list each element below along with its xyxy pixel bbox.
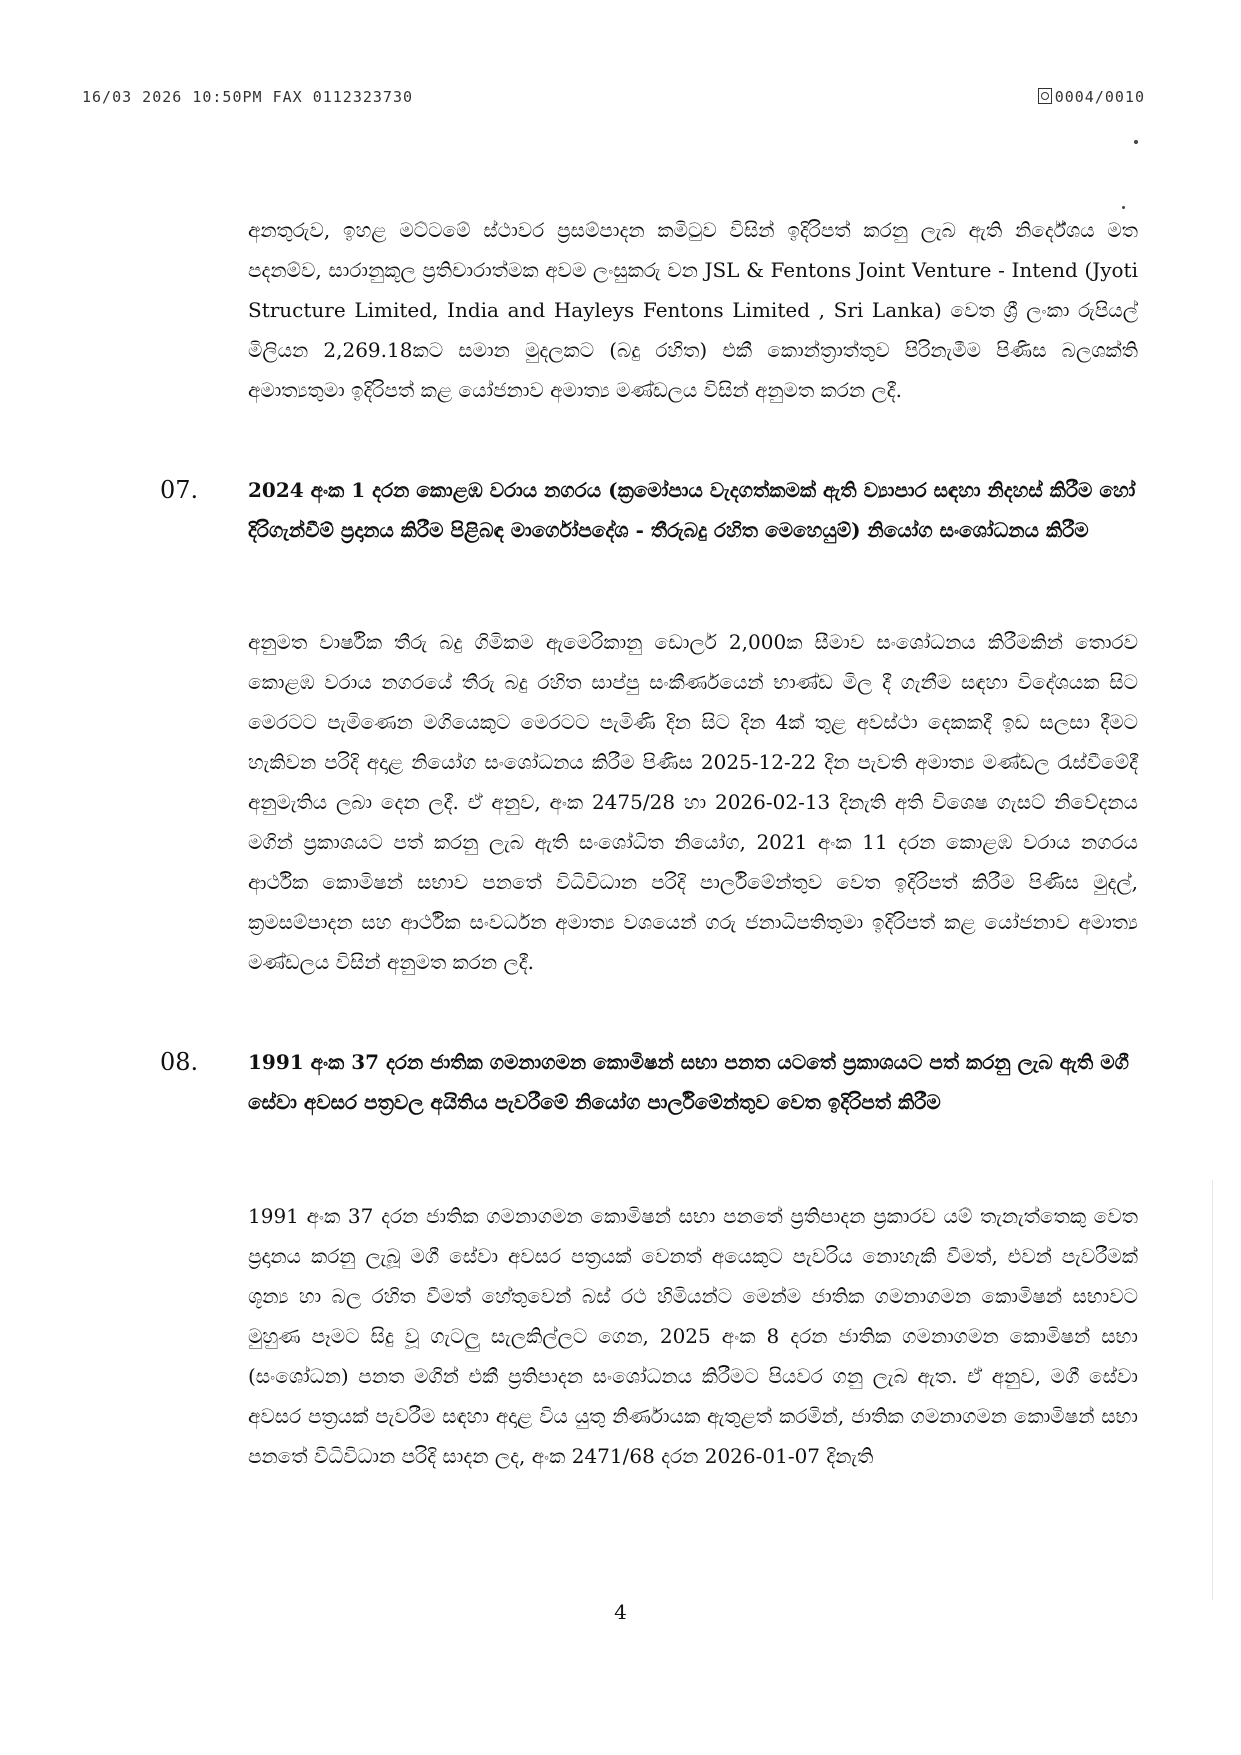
fax-header-left: 16/03 2026 10:50PM FAX 0112323730: [82, 88, 414, 106]
scan-edge-line: [1212, 1180, 1213, 1600]
scan-speck: [1122, 206, 1125, 209]
intro-paragraph-block: [248, 210, 1138, 410]
fax-page-counter: 0004/0010: [1054, 88, 1145, 106]
item-number: 07.: [160, 476, 199, 504]
page-number: 4: [614, 1600, 627, 1624]
fax-page-icon: [1038, 88, 1052, 104]
item-07-body-block: [248, 622, 1138, 982]
fax-header-right: [1038, 88, 1145, 106]
scan-speck: [1134, 140, 1138, 144]
item-heading: 2024 අංක 1 දරන කොළඹ වරාය නගරය (ක්‍රමෝපාය වැදගත්කමක් ඇති ව්‍යාපාර සඳහා නිදහස් කිරීම හෝ දිරිගැන්වීම් ප්‍රදානය කිරීම පිළිබඳ මාර්ගෝපදේශ - තීරුබදු රහිත මෙහෙයුම්) නියෝග සංශෝධනය කිරීම: [248, 478, 1136, 542]
item-heading: 1991 අංක 37 දරන ජාතික ගමනාගමන කොමිෂන් සභා පනත යටතේ ප්‍රකාශයට පත් කරනු ලැබ ඇති මගී සේවා අවසර පත්‍රවල අයිතිය පැවරීමේ නියෝග පාර්ලිමේන්තුව වෙත ඉදිරිපත් කිරීම: [248, 1050, 1129, 1114]
item-body: 1991 අංක 37 දරන ජාතික ගමනාගමන කොමිෂන් සභා පනතේ ප්‍රතිපාදන ප්‍රකාරව යම් තැනැත්තෙකු වෙත ප්‍රදානය කරනු ලැබූ මගී සේවා අවසර පත්‍රයක් වෙනත් අයෙකුට පැවරිය නොහැකි වීමත්, එවන් පැවරීමක් ශූන්‍ය හා බල රහිත වීමත් හේතුවෙන් බස් රථ හිමියන්ට මෙන්ම ජාතික ගමනාගමන කොමිෂන් සභාවට මුහුණ පෑමට සිදු වූ ගැටලු සැලකිල්ලට ගෙන, 2025 අංක 8 දරන ජාතික ගමනාගමන කොමිෂන් සභා (සංශෝධන) පනත මගින් එකී ප්‍රතිපාදන සංශෝධනය කිරීමට පියවර ගනු ලැබ ඇත. ඒ අනුව, මගී සේවා අවසර පත්‍රයක් පැවරීම සඳහා අදාළ විය යුතු නිර්ණායක ඇතුළත් කරමින්, ජාතික ගමනාගමන කොමිෂන් සභා පනතේ විධිවිධාන පරිදි සාදන ලද, අංක 2471/68 දරන 2026-01-07 දිනැති: [248, 1204, 1138, 1468]
intro-paragraph: අනතුරුව, ඉහළ මට්ටමේ ස්ථාවර ප්‍රසම්පාදන කමිටුව විසින් ඉදිරිපත් කරනු ලැබ ඇති නිර්දේශය මත පදනම්ව, සාරානුකූල ප්‍රතිචාරාත්මක අවම ලංසුකරු වන JSL & Fentons Joint Venture - Intend (Jyoti Structure Limited, India and Hayleys Fentons Limited , Sri Lanka) වෙත ශ්‍රී ලංකා රුපියල් මිලියන 2,269.18කට සමාන මුදලකට (බදු රහිත) එකී කොන්ත්‍රාත්තුව පිරිනැමීම පිණිස බලශක්ති අමාත්‍යතුමා ඉදිරිපත් කළ යෝජනාව අමාත්‍ය මණ්ඩලය විසින් අනුමත කරන ලදී.: [248, 218, 1138, 402]
item-08-body-block: [248, 1196, 1138, 1476]
item-number: 08.: [160, 1048, 199, 1076]
item-body: අනුමත වාර්ෂික තීරු බදු ගිමිකම ඇමෙරිකානු ඩොලර් 2,000ක සීමාව සංශෝධනය කිරීමකින් තොරව කොළඹ වරාය නගරයේ තීරු බදු රහිත සාප්පු සංකීර්ණයෙන් භාණ්ඩ මිල දී ගැනීම සඳහා විදේශයක සිට මෙරටට පැමිණෙන මගියෙකුට මෙරටට පැමිණි දින සිට දින 4ක් තුළ අවස්ථා දෙකකදී ඉඩ සලසා දීමට හැකිවන පරිදි අදාළ නියෝග සංශෝධනය කිරීම පිණිස 2025-12-22 දින පැවති අමාත්‍ය මණ්ඩල රැස්වීමේදී අනුමැතිය ලබා දෙන ලදී. ඒ අනුව, අංක 2475/28 හා 2026-02-13 දිනැති අති විශෙෂ ගැසට් නිවේදනය මගින් ප්‍රකාශයට පත් කරනු ලැබ ඇති සංශෝධිත නියෝග, 2021 අංක 11 දරන කොළඹ වරාය නගරය ආර්ථික කොමිෂන් සභාව පනතේ විධිවිධාන පරිදි පාර්ලිමේන්තුව වෙත ඉදිරිපත් කිරීම පිණිස මුදල්, ක්‍රමසම්පාදන සහ ආර්ථික සංවර්ධන අමාත්‍ය වශයෙන් ගරු ජනාධිපතිතුමා ඉදිරිපත් කළ යෝජනාව අමාත්‍ය මණ්ඩලය විසින් අනුමත කරන ලදී.: [248, 630, 1138, 974]
